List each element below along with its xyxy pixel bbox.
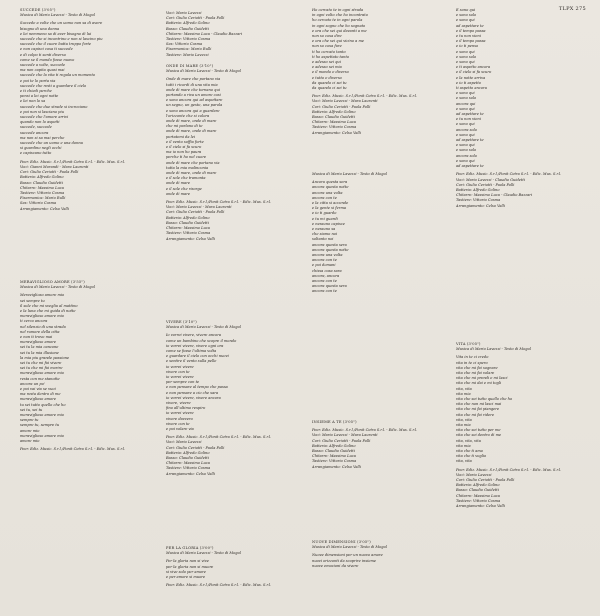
- lyric-line: onde di mare che portano via: [166, 160, 220, 165]
- credit-line: Arrangiamento: Celso Valli: [166, 471, 215, 476]
- lyric-line: ma io non ho paura: [166, 150, 202, 155]
- song-block: [456, 8, 566, 209]
- credit-line: Batteria: Alfredo Golino: [456, 483, 500, 488]
- credit-line: Sax: Vittorio Cosma: [20, 201, 57, 206]
- song-block: [20, 8, 132, 212]
- lyric-line: Ancora questa sera: [312, 180, 348, 185]
- lyric-line: succede che la vita ti regala un momento: [20, 73, 96, 78]
- credit-line: Batteria: Alfredo Golino: [20, 175, 64, 180]
- credit-line: Tastiere: Vittorio Cosma: [312, 459, 357, 464]
- lyric-line: e ti chiedi perche: [20, 89, 52, 94]
- lyric-line: e sono qui: [456, 91, 475, 96]
- lyric-line: vita che mi prendi e mi lasci: [456, 376, 508, 381]
- lyric-line: vivere, vivere: [166, 401, 191, 406]
- lyric-line: vita in te ci spero: [456, 360, 488, 365]
- lyric-line: ancora con te: [312, 258, 337, 263]
- lyric-line: ancora solo: [456, 127, 477, 132]
- credit-line: Peer. Ediz. Music. S.r.l./Fonit Cetra S.r.l. - Ediz. Mus. S.r.l.: [166, 435, 272, 440]
- lyric-line: vita, vita: [456, 417, 472, 422]
- lyric-line: sempre tu, sempre tu: [20, 423, 60, 428]
- lyric-line: meraviglioso amore mio: [20, 314, 64, 319]
- lyric-line: ti ho aspettato tanto: [312, 54, 350, 59]
- credit-line: Arrangiamento: Celso Valli: [312, 464, 361, 469]
- credit-line: Tastiere: Vittorio Cosma: [166, 37, 211, 42]
- lyric-line: vita che sei tutto quello che ho: [456, 397, 513, 402]
- lyric-line: vita, vita: [456, 386, 472, 391]
- credit-line: Fisarmonica: Mario Rulli: [166, 47, 212, 52]
- credit-line: Basso: Claudio Guidetti: [312, 449, 355, 454]
- credit-line: Cori: Giulio Ceriotti - Paola Folli: [312, 104, 371, 109]
- lyric-line: succede che il cuore batta troppo forte: [20, 42, 92, 47]
- credit-line: Arrangiamento: Celso Valli: [312, 130, 361, 135]
- lyric-line: e il sole che risorge: [166, 186, 202, 191]
- lyric-line: come se fosse l'ultima volta: [166, 349, 217, 354]
- lyric-line: portando a riva un amore cosi: [166, 93, 221, 98]
- lyric-line: e per amore si muore: [166, 575, 206, 580]
- credit-line: Voci: Mario Lavezzi: [456, 472, 492, 477]
- lyric-line: tutta la mia malinconia: [166, 165, 209, 170]
- credit-line: Tastiere: Vittorio Cosma: [312, 125, 357, 130]
- lyric-line: ma non capita quasi mai: [20, 68, 65, 73]
- lyric-line: e poi domani: [312, 263, 336, 268]
- lyric-line: e sono qui: [456, 132, 475, 137]
- song-credits-author: Musica di Mario Lavezzi - Testo di Mogol: [166, 551, 241, 556]
- lyric-line: onde di mare, onde di mare: [166, 129, 217, 134]
- lyric-line: nel rumore della citta: [20, 329, 60, 334]
- credit-line: Voci: Gianni Morandi - Mara Laurenti: [20, 164, 89, 169]
- credit-line: Sax: Vittorio Cosma: [166, 42, 203, 47]
- lyric-line: e poi te lo porta via: [20, 78, 56, 83]
- lyric-line: ad aspettare te: [456, 138, 484, 143]
- credit-line: Tastiere: Vittorio Cosma: [456, 498, 501, 503]
- lyric-line: e non capisci cosa ti succede: [20, 47, 73, 52]
- credit-line: Chitarre: Massimo Luca: [166, 461, 210, 466]
- credit-line: Chitarre: Massimo Luca: [20, 185, 64, 190]
- lyric-line: che mi parlano di te: [166, 124, 203, 129]
- lyric-line: soltanto noi: [312, 237, 334, 242]
- credit-line: Tastiere: Vittorio Cosma: [166, 231, 211, 236]
- credit-line: Peer. Ediz. Music. S.r.l./Fonit Cetra S.r.l. - Ediz. Mus. S.r.l.: [20, 447, 126, 452]
- lyric-line: e sono solo: [456, 148, 477, 153]
- song-block: [456, 342, 566, 509]
- lyric-line: ancora questa notte: [312, 247, 349, 252]
- lyric-line: amore mio: [20, 439, 40, 444]
- lyric-line: non so cosa dire: [312, 34, 342, 39]
- lyric-line: portatemi da lei: [166, 134, 196, 139]
- lyric-line: ancora con te: [312, 195, 337, 200]
- lyric-line: ancora questa notte: [312, 185, 349, 190]
- lyric-line: nel silenzio di una strada: [20, 324, 66, 329]
- lyric-line: vita che mi fai volare: [456, 371, 495, 376]
- credit-line: Peer. Ediz. Music. S.r.l./Fonit Cetra S.r.l. - Ediz. Mus. S.r.l.: [312, 94, 418, 99]
- credit-line: Tastiere: Vittorio Cosma: [456, 198, 501, 203]
- lyric-line: ad aspettare te: [456, 164, 484, 169]
- lyric-line: e guardare il cielo con occhi nuovi: [166, 354, 229, 359]
- credit-line: Chitarre: Massimo Luca: [312, 454, 356, 459]
- lyric-line: onde di mare, onde di mare: [166, 171, 217, 176]
- lyric-line: il sole che mi sveglia al mattino: [20, 303, 78, 308]
- lyric-line: ma resta dentro di me: [20, 392, 61, 397]
- lyric-line: ancora qui: [456, 101, 476, 106]
- credit-line: Basso: Claudio Guidetti: [20, 180, 63, 185]
- lyric-line: succede, succede: [20, 125, 52, 130]
- lyric-line: vita, vita: [456, 459, 472, 464]
- lyric-line: sei tu la mia canzone: [20, 345, 59, 350]
- lyric-line: per la gloria non si muore: [166, 564, 214, 569]
- lyric-line: vita mia: [456, 443, 471, 448]
- lyric-line: sei sempre tu: [20, 298, 45, 303]
- lyric-line: e poi volare via: [166, 427, 194, 432]
- lyric-line: vivere con te: [166, 421, 190, 426]
- song-title: INSIEME A TE (3'05"): [312, 420, 357, 424]
- lyric-line: e la notte arriva: [456, 75, 486, 80]
- lyric-line: per sempre con te: [166, 380, 200, 385]
- song-title: PER LA GLORIA (3'00"): [166, 546, 214, 550]
- lyric-line: Onde di mare che portano via: [166, 77, 221, 82]
- lyric-line: e non pensare al tempo che passa: [166, 385, 228, 390]
- song-title: ONDE DI MARE (3'10"): [166, 64, 214, 68]
- lyric-line: e sono solo: [456, 54, 477, 59]
- credit-line: Tastiere: Vittorio Cosma: [20, 190, 65, 195]
- lyric-line: Ho cercato te in ogni strada: [312, 8, 364, 12]
- lyric-line: sei tu che mi fai morire: [20, 366, 63, 371]
- lyric-line: e ti aspetto ancora: [456, 65, 491, 70]
- credit-line: Cori: Giulio Ceriotti - Paola Folli: [166, 210, 225, 215]
- lyric-line: e sono qui: [456, 60, 475, 65]
- credit-line: Batteria: Alfredo Golino: [456, 187, 500, 192]
- lyric-line: e tu non vieni: [456, 34, 481, 39]
- credit-line: Cori: Giulio Ceriotti - Paola Folli: [166, 16, 225, 21]
- lyric-line: onde di mare: [166, 181, 191, 186]
- lyric-line: meraviglioso amore mio: [20, 433, 64, 438]
- lyric-line: tu sei tutto quello che ho: [20, 402, 66, 407]
- lyric-line: e il vento soffia forte: [166, 139, 204, 144]
- lyric-line: e sono solo: [456, 96, 477, 101]
- credit-line: Chitarre: Massimo Luca - Claudio Bazzari: [456, 193, 533, 198]
- lyric-line: e il cielo si fa scuro: [456, 70, 492, 75]
- song-block: [312, 8, 428, 136]
- song-credits-author: Musica di Mario Lavezzi - Testo di Mogol: [166, 325, 241, 330]
- lyric-line: ancora una volta: [312, 190, 343, 195]
- lyric-line: e capiscano tutto: [20, 151, 52, 156]
- lyric-line: nuove emozioni da vivere: [312, 563, 359, 568]
- song-title: VITA (3'05"): [456, 342, 481, 346]
- credit-line: Chitarre: Massimo Luca: [166, 226, 210, 231]
- lyric-line: e tu non vieni: [456, 117, 481, 122]
- lyric-line: vita che non mi lasci mai: [456, 402, 502, 407]
- credit-line: Peer. Ediz. Music. S.r.l./Fonit Cetra S.r.l. - Ediz. Mus. S.r.l.: [20, 159, 126, 164]
- lyric-line: io vorrei vivere: [166, 364, 194, 369]
- lyric-line: ma non si sa mai perche: [20, 135, 65, 140]
- credit-line: Peer. Ediz. Music. S.r.l./Fonit Cetra S.r.l. - Ediz. Mus. S.r.l.: [166, 200, 272, 205]
- lyric-line: sei tu che mi fai vivere: [20, 361, 62, 366]
- credit-line: Peer. Ediz. Music. S.r.l./Fonit Cetra S.r.l. - Ediz. Mus. S.r.l.: [456, 172, 562, 177]
- song-title: VIVERE (3'10"): [166, 320, 197, 324]
- song-credits-author: Musica di Mario Lavezzi - Testo di Mogol: [312, 545, 387, 550]
- lyric-line: un segno, un gesto, una parola: [166, 103, 223, 108]
- lyric-line: E sono qui: [456, 8, 476, 12]
- lyric-line: meraviglioso amore: [20, 340, 57, 345]
- lyric-line: ti ho cercato tanto: [312, 49, 346, 54]
- credit-line: Chitarre: Massimo Luca: [456, 493, 500, 498]
- lyric-line: e sono qui: [456, 158, 475, 163]
- lyric-line: Meraviglioso amore mio: [20, 293, 65, 298]
- lyric-line: e poi vai via se vuoi: [20, 387, 56, 392]
- lyric-line: meraviglioso amore: [20, 397, 57, 402]
- lyric-line: e non ti trovo mai: [20, 335, 53, 340]
- lyric-line: e sono qui: [456, 106, 475, 111]
- lyric-line: e sentire il vento sulla pelle: [166, 359, 217, 364]
- lyric-line: e il tempo passa: [456, 39, 486, 44]
- lyric-line: succede che si incontrino e non si lascino piu: [20, 37, 103, 42]
- lyric-line: ancora con te: [312, 279, 337, 284]
- credit-line: Voci: Mario Lavezzi - Mara Laurenti: [312, 99, 378, 104]
- credit-line: Tastiere: Vittorio Cosma: [166, 466, 211, 471]
- lyric-line: succede che due strade si incrociano: [20, 104, 88, 109]
- credit-line: Cori: Giulio Ceriotti - Paola Folli: [312, 438, 371, 443]
- lyric-line: e nessuno capisce: [312, 221, 345, 226]
- lyric-line: e sono qui: [456, 122, 475, 127]
- lyric-line: ancora un po': [20, 381, 45, 386]
- lyric-line: succede che l'amore arrivi: [20, 115, 69, 120]
- lyric-line: la mia piu grande passione: [20, 355, 70, 360]
- lyric-line: e non pensare a cio che sara: [166, 390, 219, 395]
- lyric-line: e il mondo e diverso: [312, 70, 349, 75]
- song-credits-author: Musica di Mario Lavezzi - Testo di Mogol: [20, 285, 95, 290]
- credit-line: Arrangiamento: Celso Valli: [166, 236, 215, 241]
- lyric-line: sei tu la mia illusione: [20, 350, 59, 355]
- lyric-line: fino all'ultimo respiro: [166, 406, 206, 411]
- lyric-line: e il cielo si fa scuro: [166, 145, 202, 150]
- lyric-line: io vorrei vivere, vivere ancora: [166, 395, 221, 400]
- lyric-line: e tu mi guardi: [312, 216, 338, 221]
- credit-line: Arrangiamento: Celso Valli: [456, 203, 505, 208]
- lyric-line: succede ancora: [20, 130, 49, 135]
- lyric-line: e adesso sei qui: [312, 60, 341, 65]
- credit-line: Cori: Giulio Ceriotti - Paola Folli: [20, 170, 79, 175]
- lyric-line: Nuove dimensioni per un nuovo amore: [312, 553, 383, 558]
- lyric-line: ancora questa sera: [312, 284, 347, 289]
- credit-line: Peer. Ediz. Music. S.r.l./Fonit Cetra S.r.l. - Ediz. Mus. S.r.l.: [456, 467, 562, 472]
- lyric-line: vita che mi fai piangere: [456, 407, 500, 412]
- song-credits-author: Musica di Mario Lavezzi - Testo di Mogol: [166, 69, 241, 74]
- lyric-line: da quando ci sei tu: [312, 86, 347, 91]
- credit-line: Batteria: Alfredo Golino: [166, 215, 210, 220]
- lyric-line: e sono solo: [456, 13, 477, 18]
- song-block: [166, 320, 278, 477]
- lyric-line: Per la gloria non si vive: [166, 559, 209, 564]
- lyric-line: come se il mondo fosse nuovo: [20, 57, 75, 62]
- lyric-line: quando non lo aspetti: [20, 120, 60, 125]
- lyric-line: sei tu, sei tu: [20, 407, 43, 412]
- song-credits-author: Musica di Mario Lavezzi - Testo di Mogol: [312, 172, 387, 176]
- lyric-line: che siamo noi: [312, 232, 338, 237]
- lyric-line: amore mio: [20, 428, 40, 433]
- lyric-line: bisogno di una donna: [20, 26, 60, 31]
- credit-line: Arrangiamento: Celso Valli: [20, 206, 69, 211]
- lyric-line: e lei non lo sa: [20, 99, 46, 104]
- lyric-line: e sono ancora qui a guardare: [166, 108, 220, 113]
- lyric-line: onde di mare: [166, 191, 191, 196]
- lyric-line: e io ti guardo: [312, 211, 337, 216]
- lyric-line: ancora solo: [456, 153, 477, 158]
- lyric-line: da quando ci sei tu: [312, 80, 347, 85]
- lyric-line: chissa cosa sara: [312, 268, 342, 273]
- lyric-line: succede che resti a guardare il cielo: [20, 83, 87, 88]
- credit-line: Chitarre: Massimo Luca: [312, 120, 356, 125]
- lyric-line: resta con me stanotte: [20, 376, 60, 381]
- song-credits-author: Musica di Mario Lavezzi - Testo di Mogol: [456, 347, 531, 352]
- song-block: [20, 280, 132, 453]
- credit-line: Peer. Ediz. Music. S.r.l./Fonit Cetra S.r.l. - Ediz. Mus. S.r.l.: [312, 428, 418, 433]
- song-title: SUCCEDE (3'05"): [20, 8, 56, 12]
- song-title: MERAVIGLIOSO AMORE (3'55"): [20, 280, 85, 284]
- lyric-line: ancora questa sera: [312, 242, 347, 247]
- song-block: [166, 8, 278, 58]
- lyric-line: Succede a volte che un uomo non sa di avere: [20, 21, 103, 26]
- lyric-line: non so cosa fare: [312, 44, 342, 49]
- lyric-line: onde di mare, onde di mare: [166, 119, 217, 124]
- song-block: [312, 540, 428, 569]
- song-block: [312, 420, 428, 470]
- credit-line: Voci: Mario Lavezzi - Mara Laurenti: [166, 205, 232, 210]
- lyric-line: ti cerco ancora: [20, 319, 48, 324]
- lyric-line: e io ti penso: [456, 44, 479, 49]
- lyric-line: io vorrei vivere, vivere ogni ora: [166, 343, 224, 348]
- credit-line: Basso: Claudio Guidetti: [166, 220, 209, 225]
- catalog-number: TLPX 275: [558, 6, 586, 12]
- lyric-line: Vita in te ci credo: [456, 355, 489, 360]
- lyric-line: vivere con te: [166, 369, 190, 374]
- credit-line: Cori: Giulio Ceriotti - Paola Folli: [456, 182, 515, 187]
- lyric-line: ho cercato te in ogni parola: [312, 18, 363, 23]
- credit-line: Voci: Mario Lavezzi: [166, 440, 202, 445]
- credit-line: Voci: Mario Lavezzi: [166, 11, 202, 15]
- lyric-line: vivere davvero: [166, 416, 193, 421]
- credit-line: Batteria: Alfredo Golino: [312, 443, 356, 448]
- lyric-line: e la gente si ferma: [312, 206, 347, 211]
- song-credits-author: Musica di Mario Lavezzi - Testo di Mogol: [20, 13, 95, 18]
- lyric-line: e la luna che mi guida di notte: [20, 309, 76, 314]
- lyric-line: e sono qui: [456, 18, 475, 23]
- lyric-line: meraviglioso amore mio: [20, 413, 64, 418]
- lyric-line: nuovi orizzonti da scoprire insieme: [312, 558, 377, 563]
- song-block: [312, 172, 428, 295]
- lyric-line: perche ti ho nel cuore: [166, 155, 207, 160]
- lyric-line: ad aspettare te: [456, 112, 484, 117]
- lyric-line: e lei nemmeno sa di aver bisogno di lui: [20, 31, 92, 36]
- lyric-line: ancora, ancora: [312, 273, 340, 278]
- credit-line: Basso: Claudio Guidetti: [166, 456, 209, 461]
- lyric-line: si guardino negli occhi: [20, 146, 62, 151]
- lyric-line: e sono qui: [456, 143, 475, 148]
- credit-line: Basso: Claudio Guidetti: [312, 115, 355, 120]
- credit-line: Voci: Mario Lavezzi - Mara Laurenti: [312, 433, 378, 438]
- credit-line: Arrangiamento: Celso Valli: [456, 504, 505, 509]
- credit-line: Fisarmonica: Mario Rulli: [20, 196, 66, 201]
- lyric-line: in ogni sogno che ho sognato: [312, 23, 366, 28]
- lyric-line: e tutto e diverso: [312, 75, 342, 80]
- lyric-line: si vive solo per amore: [166, 569, 206, 574]
- lyric-line: ad aspettare te: [456, 23, 484, 28]
- lyric-line: vita che ti voglio: [456, 454, 487, 459]
- lyric-line: l'orizzonte che si colora: [166, 113, 210, 118]
- credit-line: Batteria: Alfredo Golino: [166, 21, 210, 26]
- lyric-line: sempre tu: [20, 418, 39, 423]
- lyric-line: vita che sei dentro di me: [456, 433, 502, 438]
- lyric-line: tutti i ricordi di una vita mia: [166, 82, 218, 87]
- lyric-line: vita, vita, vita: [456, 438, 481, 443]
- credit-line: Basso: Claudio Guidetti: [456, 488, 499, 493]
- lyric-line: onde di mare che tornano qui: [166, 87, 220, 92]
- song-title: NUOVE DIMENSIONI (3'05"): [312, 540, 371, 544]
- lyric-line: e poi non si lasciano piu: [20, 109, 64, 114]
- lyric-line: io vorrei vivere: [166, 375, 194, 380]
- lyric-line: vita che mi dai e mi togli: [456, 381, 502, 386]
- lyric-line: e adesso sei mia: [312, 65, 342, 70]
- lyric-line: ancora con te: [312, 289, 337, 294]
- lyric-line: succede che un uomo e una donna: [20, 141, 83, 146]
- credit-line: Cori: Giulio Ceriotti - Paola Folli: [166, 445, 225, 450]
- song-block: [166, 546, 278, 588]
- lyric-line: in ogni volto che ho incontrato: [312, 13, 368, 18]
- lyric-line: pensi a lei ogni notte: [20, 94, 59, 99]
- lyric-line: vita che mi fai ridere: [456, 412, 495, 417]
- lyric-line: vita che ti amo: [456, 449, 483, 454]
- credit-line: Peer. Ediz. Music. S.r.l./Fonit Cetra S.r.l. - Ediz. Mus. S.r.l.: [166, 583, 272, 588]
- lyric-line: vita mia: [456, 423, 471, 428]
- lyric-line: e sono ancora qui ad aspettare: [166, 98, 223, 103]
- credit-line: Batteria: Alfredo Golino: [312, 109, 356, 114]
- lyric-line: e nessuno sa: [312, 227, 336, 232]
- lyric-line: e ora che sei qui davanti a me: [312, 28, 367, 33]
- lyric-line: vita mia: [456, 391, 471, 396]
- credit-line: Voci: Mario Lavezzi - Claudio Guidetti: [456, 177, 525, 182]
- lyric-line: vita che mi fai sognare: [456, 365, 498, 370]
- lyric-line: e ora che sei qui vicino a me: [312, 39, 364, 44]
- lyric-line: succede a volte, succede: [20, 63, 66, 68]
- credit-line: Batteria: Alfredo Golino: [166, 450, 210, 455]
- credit-line: Chitarre: Massimo Luca - Claudio Bazzari: [166, 31, 243, 36]
- lyric-line: ancora una volta: [312, 253, 343, 258]
- lyric-line: e io ti aspetto: [456, 80, 481, 85]
- lyric-line: e il sole che tramonta: [166, 176, 206, 181]
- lyric-line: meraviglioso amore mio: [20, 371, 64, 376]
- lyric-line: e il tempo passa: [456, 28, 486, 33]
- lyric-line: come un bambino che scopre il mondo: [166, 338, 237, 343]
- lyric-line: io vorrei vivere: [166, 411, 194, 416]
- credit-line: Tastiere: Mario Lavezzi: [166, 52, 209, 57]
- lyric-line: e sono qui: [456, 49, 475, 54]
- lyric-line: Io vorrei vivere, vivere ancora: [166, 333, 222, 338]
- credit-line: Cori: Giulio Ceriotti - Paola Folli: [456, 478, 515, 483]
- song-block: [166, 64, 278, 242]
- lyric-line: e di colpo ti senti diverso: [20, 52, 66, 57]
- lyric-line: ti aspetto ancora: [456, 86, 487, 91]
- credit-line: Basso: Claudio Guidetti: [166, 26, 209, 31]
- lyric-line: vita che sei tutto per me: [456, 428, 501, 433]
- lyric-line: e la citta si accende: [312, 201, 349, 206]
